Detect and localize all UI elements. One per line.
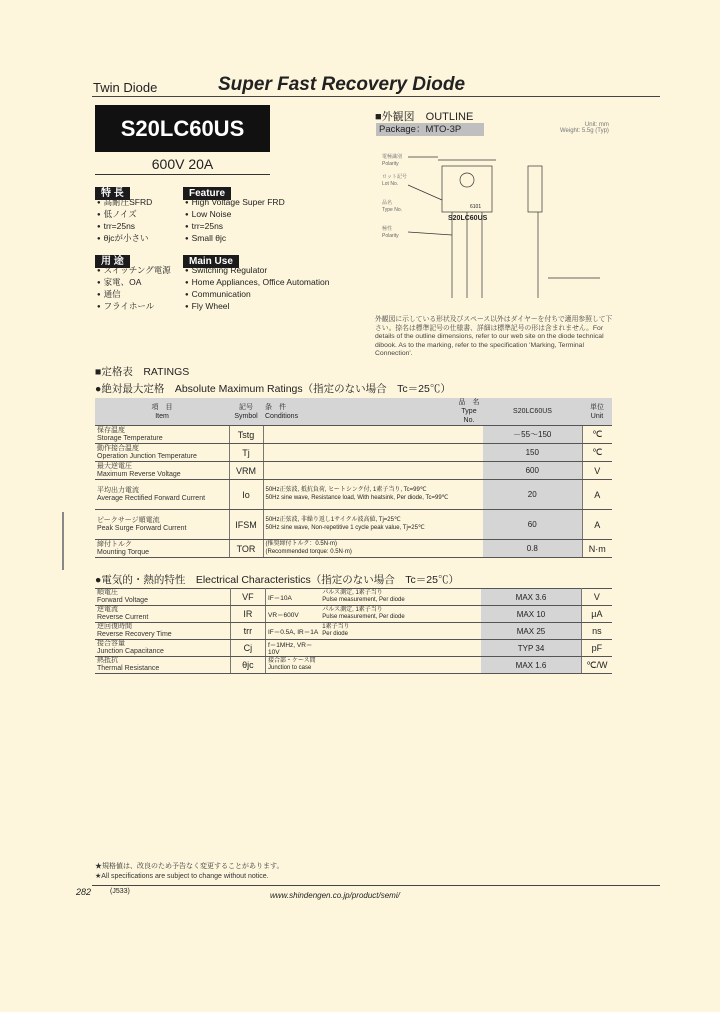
- row-unit: ℃: [582, 426, 612, 444]
- list-item: ● trr=25ns: [185, 221, 285, 233]
- row-item: 保存温度 Storage Temperature: [95, 426, 229, 444]
- abs-max-heading: ●絶対最大定格 Absolute Maximum Ratings（指定のない場合 Tc＝25℃）: [95, 383, 451, 395]
- use-en-list: [185, 265, 329, 313]
- row-symbol: Cj: [230, 640, 265, 657]
- row-symbol: IR: [230, 606, 265, 623]
- row-conditions-note: パルス測定, 1素子当り Pulse measurement, Per diode: [320, 589, 481, 606]
- row-value: MAX 1.6: [481, 657, 581, 674]
- row-value: 20: [483, 480, 582, 510]
- row-unit: A: [582, 480, 612, 510]
- outline-label: Lot No.: [382, 181, 399, 187]
- header-subtitle: Twin Diode: [93, 80, 158, 95]
- col-part: S20LC60US: [483, 398, 582, 426]
- outline-label: Polarity: [382, 161, 399, 167]
- row-value: MAX 10: [481, 606, 581, 623]
- row-item: 動作接合温度 Operation Junction Temperature: [95, 444, 229, 462]
- unit-note: Unit: mm Weight: 5.5g (Typ): [560, 122, 609, 134]
- row-conditions: 50Hz正弦波, 抵抗負荷, ヒートシンク付, 1素子当り, Tc=99℃ 50Hz sine wave, Resistance load, With heatsink, Per diode, Tc=99℃: [263, 480, 483, 510]
- table-row: [95, 589, 612, 606]
- page-number: 282: [76, 887, 92, 897]
- table-row: [95, 480, 612, 510]
- list-item: ● スイッチング電源: [97, 265, 171, 277]
- table-row: [95, 606, 612, 623]
- outline-label: 品名: [382, 200, 393, 206]
- row-item: 熱抵抗 Thermal Resistance: [95, 657, 230, 674]
- outline-note: 外観図に示している形状及びスペース以外はダイヤーを付ちで適用参照して下さい。捺名は標準記号の仕様書、詳細は標準記号の形は含まれません。For details of the outline dimensions, refer to our web site on the diode technical dibook. As to the marking, refer to the specification 'Marking, Terminal Connection'.: [375, 316, 613, 358]
- outline-label: ロット記号: [382, 174, 407, 180]
- row-value: 600: [483, 462, 582, 480]
- use-en-heading: Main Use: [183, 255, 239, 268]
- table-row: [95, 462, 612, 480]
- outline-title: ■外観図 OUTLINE: [375, 111, 474, 123]
- row-symbol: Tj: [229, 444, 263, 462]
- list-item: ● Small θjc: [185, 233, 285, 245]
- row-conditions-note: 1素子当り Per diode: [320, 623, 481, 640]
- table-row: [95, 426, 612, 444]
- feature-jp-heading: 特 長: [95, 187, 130, 200]
- row-value: －55～150: [483, 426, 582, 444]
- col-typeno: 品 名 Type No.: [455, 398, 483, 426]
- row-item: 逆回復時間 Reverse Recovery Time: [95, 623, 230, 640]
- footer-note-jp: ★規格値は、改良のため予告なく変更することがあります。: [95, 863, 284, 870]
- list-item: ● trr=25ns: [97, 221, 152, 233]
- row-value: 150: [483, 444, 582, 462]
- package-label: Package：MTO-3P: [376, 123, 484, 136]
- outline-label: Type No.: [382, 207, 403, 213]
- row-value: MAX 3.6: [481, 589, 581, 606]
- part-rating: 600V 20A: [95, 156, 270, 175]
- row-item: 平均出力電流 Average Rectified Forward Current: [95, 480, 229, 510]
- use-jp-list: [97, 265, 171, 313]
- list-item: ● 低ノイズ: [97, 209, 152, 221]
- row-unit: μA: [581, 606, 612, 623]
- table-header-row: [95, 398, 612, 426]
- row-symbol: VRM: [229, 462, 263, 480]
- table-row: [95, 540, 612, 558]
- list-item: ● Low Noise: [185, 209, 285, 221]
- list-item: ● 通信: [97, 289, 171, 301]
- row-unit: ns: [581, 623, 612, 640]
- row-conditions: 接合部・ケース間 Junction to case: [265, 657, 320, 674]
- list-item: ● Fly Wheel: [185, 301, 329, 313]
- col-symbol: 記号 Symbol: [229, 398, 263, 426]
- row-symbol: IFSM: [229, 510, 263, 540]
- part-number: S20LC60US: [95, 105, 270, 152]
- outline-label: 極性: [382, 226, 393, 232]
- row-unit: V: [582, 462, 612, 480]
- doc-code: (J533): [110, 888, 130, 895]
- header-title: Super Fast Recovery Diode: [218, 74, 466, 95]
- row-conditions: [263, 426, 483, 444]
- row-symbol: Io: [229, 480, 263, 510]
- abs-max-table: [95, 398, 612, 558]
- row-item: 接合容量 Junction Capacitance: [95, 640, 230, 657]
- feature-en-list: [185, 197, 285, 245]
- footer-rule: [92, 885, 660, 886]
- col-conditions: 条 件 Conditions: [263, 398, 455, 426]
- table-row: [95, 510, 612, 540]
- elec-table: [95, 588, 612, 674]
- row-value: 0.8: [483, 540, 582, 558]
- table-row: [95, 623, 612, 640]
- row-unit: ℃: [582, 444, 612, 462]
- row-value: MAX 25: [481, 623, 581, 640]
- row-unit: N·m: [582, 540, 612, 558]
- list-item: ● 家電、OA: [97, 277, 171, 289]
- footer-url[interactable]: www.shindengen.co.jp/product/semi/: [270, 891, 400, 900]
- row-item: 逆電流 Reverse Current: [95, 606, 230, 623]
- row-conditions: (推奨締付トルク：0.5N·m) (Recommended torque: 0.5N·m): [263, 540, 483, 558]
- feature-en-heading: Feature: [183, 187, 231, 200]
- row-symbol: trr: [230, 623, 265, 640]
- col-unit: 単位 Unit: [582, 398, 612, 426]
- header-rule: [92, 96, 660, 97]
- outline-type-no: S20LC60US: [448, 215, 488, 222]
- row-value: 60: [483, 510, 582, 540]
- row-unit: V: [581, 589, 612, 606]
- elec-heading: ●電気的・熱的特性 Electrical Characteristics（指定のない場合 Tc＝25℃）: [95, 574, 459, 586]
- list-item: ● High Voltage Super FRD: [185, 197, 285, 209]
- row-conditions: IF＝0.5A, IR＝1A: [265, 623, 320, 640]
- row-unit: ℃/W: [581, 657, 612, 674]
- row-symbol: TOR: [229, 540, 263, 558]
- row-item: 順電圧 Forward Voltage: [95, 589, 230, 606]
- outline-label: Polarity: [382, 233, 399, 239]
- row-conditions: f＝1MHz, VR＝10V: [265, 640, 320, 657]
- outline-label: 電極識別: [382, 154, 403, 160]
- row-conditions-note: パルス測定, 1素子当り Pulse measurement, Per diode: [320, 606, 481, 623]
- row-item: ピークサージ順電流 Peak Surge Forward Current: [95, 510, 229, 540]
- list-item: ● Switching Regulator: [185, 265, 329, 277]
- row-unit: A: [582, 510, 612, 540]
- footer-note-en: ★All specifications are subject to change without notice.: [95, 873, 269, 880]
- table-row: [95, 657, 612, 674]
- list-item: ● フライホール: [97, 301, 171, 313]
- list-item: ● Home Appliances, Office Automation: [185, 277, 329, 289]
- row-conditions: VR＝600V: [265, 606, 320, 623]
- outline-lot: 6101: [470, 204, 482, 210]
- row-unit: pF: [581, 640, 612, 657]
- list-item: ● Communication: [185, 289, 329, 301]
- list-item: ● θjcが小さい: [97, 233, 152, 245]
- margin-bar: [62, 512, 64, 570]
- col-item: 項 目 Item: [95, 398, 229, 426]
- row-symbol: Tstg: [229, 426, 263, 444]
- feature-jp-list: [97, 197, 152, 245]
- table-row: [95, 640, 612, 657]
- row-conditions: [263, 444, 483, 462]
- footer-notes: [95, 862, 283, 882]
- outline-drawing: [378, 140, 618, 315]
- row-conditions-note: [320, 657, 481, 674]
- row-conditions: IF＝10A: [265, 589, 320, 606]
- row-conditions: [263, 462, 483, 480]
- row-symbol: θjc: [230, 657, 265, 674]
- row-symbol: VF: [230, 589, 265, 606]
- use-jp-heading: 用 途: [95, 255, 130, 268]
- ratings-heading: ■定格表 RATINGS: [95, 366, 190, 378]
- row-item: 最大逆電圧 Maximum Reverse Voltage: [95, 462, 229, 480]
- row-conditions: 50Hz正弦波, 非繰り返し1サイクル波高値, Tj=25℃ 50Hz sine wave, Non-repetitive 1 cycle peak value, Tj=25℃: [263, 510, 483, 540]
- row-value: TYP 34: [481, 640, 581, 657]
- list-item: ● 高耐圧SFRD: [97, 197, 152, 209]
- row-item: 締付トルク Mounting Torque: [95, 540, 229, 558]
- table-row: [95, 444, 612, 462]
- row-conditions-note: [320, 640, 481, 657]
